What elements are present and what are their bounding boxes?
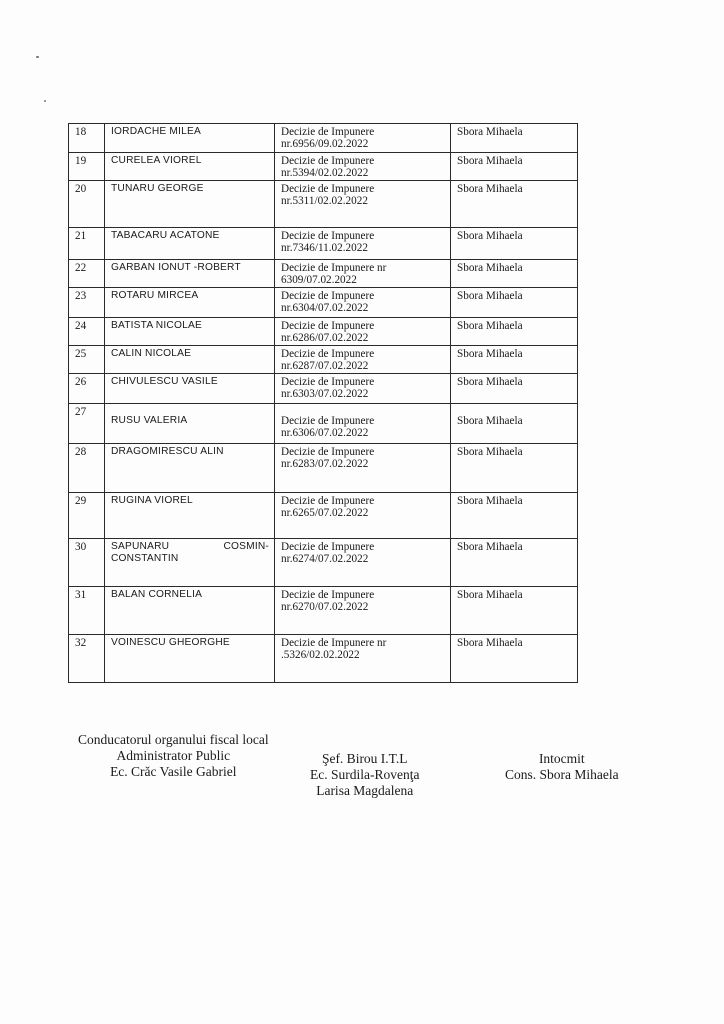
responsible-person: Sbora Mihaela (451, 181, 578, 228)
signature-line: Cons. Sbora Mihaela (505, 767, 619, 782)
taxpayer-name: CURELEA VIOREL (105, 153, 275, 181)
name-part: CONSTANTIN (111, 553, 179, 564)
responsible-person: Sbora Mihaela (451, 260, 578, 288)
decision-cell (275, 404, 451, 444)
table-row (69, 318, 578, 346)
responsible-person: Sbora Mihaela (451, 493, 578, 539)
decision-line: nr.6274/07.02.2022 (281, 553, 369, 565)
responsible-person: Sbora Mihaela (451, 318, 578, 346)
decision-line: nr.5311/02.02.2022 (281, 195, 368, 207)
table-row (69, 493, 578, 539)
row-number: 29 (69, 493, 105, 539)
decision-line: 6309/07.02.2022 (281, 274, 357, 286)
signature-line: Şef. Birou I.T.L (321, 751, 408, 766)
taxpayer-name-cell (105, 404, 275, 444)
scan-speck (36, 56, 39, 58)
table-row (69, 288, 578, 318)
taxpayer-name: CHIVULESCU VASILE (105, 374, 275, 404)
taxpayer-name-cell (105, 539, 275, 587)
decision-cell (275, 153, 451, 181)
decision-line: Decizie de Impunere (281, 320, 375, 332)
table-row (69, 404, 578, 444)
signature-line: Administrator Public (116, 748, 231, 763)
decision-line: Decizie de Impunere (281, 415, 375, 427)
decision-line: Decizie de Impunere (281, 589, 375, 601)
table-row (69, 635, 578, 683)
taxpayer-name: ROTARU MIRCEA (105, 288, 275, 318)
decision-cell (275, 374, 451, 404)
decision-cell (275, 318, 451, 346)
signature-line: Larisa Magdalena (316, 783, 414, 798)
decision-line: Decizie de Impunere nr (281, 637, 387, 649)
row-number: 23 (69, 288, 105, 318)
decision-cell (275, 181, 451, 228)
taxpayer-name: GARBAN IONUT -ROBERT (105, 260, 275, 288)
row-number: 21 (69, 228, 105, 260)
decision-line: nr.6956/09.02.2022 (281, 138, 369, 150)
decision-line: Decizie de Impunere (281, 446, 375, 458)
responsible-person: Sbora Mihaela (451, 374, 578, 404)
decision-line: Decizie de Impunere (281, 495, 375, 507)
table-row (69, 260, 578, 288)
decision-cell (275, 228, 451, 260)
decision-cell (275, 288, 451, 318)
decision-line: Decizie de Impunere (281, 290, 375, 302)
decision-line: nr.6304/07.02.2022 (281, 302, 369, 314)
row-number: 28 (69, 444, 105, 493)
row-number: 26 (69, 374, 105, 404)
row-number: 32 (69, 635, 105, 683)
signature-line: Intocmit (538, 751, 585, 766)
signature-block-middle (310, 751, 419, 799)
taxpayer-name: RUSU VALERIA (111, 415, 188, 426)
signature-block-right (505, 751, 619, 783)
table-row (69, 539, 578, 587)
responsible-person: Sbora Mihaela (451, 587, 578, 635)
decision-line: Decizie de Impunere (281, 541, 375, 553)
row-number: 24 (69, 318, 105, 346)
responsible-person: Sbora Mihaela (451, 444, 578, 493)
taxpayer-name: TUNARU GEORGE (105, 181, 275, 228)
responsible-person: Sbora Mihaela (451, 346, 578, 374)
row-number: 18 (69, 124, 105, 153)
table-row (69, 228, 578, 260)
taxpayer-name: BALAN CORNELIA (105, 587, 275, 635)
decision-line: Decizie de Impunere (281, 348, 375, 360)
decision-line: .5326/02.02.2022 (281, 649, 360, 661)
taxpayer-name: VOINESCU GHEORGHE (105, 635, 275, 683)
responsible-person: Sbora Mihaela (451, 635, 578, 683)
table-row (69, 374, 578, 404)
row-number: 20 (69, 181, 105, 228)
table-row (69, 587, 578, 635)
decision-line: Decizie de Impunere (281, 183, 375, 195)
decision-cell (275, 635, 451, 683)
table-row (69, 444, 578, 493)
responsible-person: Sbora Mihaela (451, 539, 578, 587)
taxpayer-name: IORDACHE MILEA (105, 124, 275, 153)
decision-line: Decizie de Impunere nr (281, 262, 387, 274)
signature-line: Ec. Crăc Vasile Gabriel (110, 764, 237, 779)
row-number: 27 (69, 404, 105, 444)
responsible-person: Sbora Mihaela (451, 153, 578, 181)
decision-cell (275, 444, 451, 493)
scan-speck (44, 100, 46, 102)
name-part: COSMIN- (223, 541, 269, 552)
signature-line: Ec. Surdila-Rovenţa (310, 767, 420, 782)
taxpayer-name: DRAGOMIRESCU ALIN (105, 444, 275, 493)
row-number: 19 (69, 153, 105, 181)
decision-line: nr.5394/02.02.2022 (281, 167, 369, 179)
row-number: 31 (69, 587, 105, 635)
row-number: 25 (69, 346, 105, 374)
taxpayer-name: BATISTA NICOLAE (105, 318, 275, 346)
responsible-person: Sbora Mihaela (451, 404, 578, 444)
taxpayer-name: CALIN NICOLAE (105, 346, 275, 374)
decision-line: Decizie de Impunere (281, 230, 375, 242)
decision-line: nr.6265/07.02.2022 (281, 507, 369, 519)
decision-cell (275, 587, 451, 635)
decision-line: nr.6283/07.02.2022 (281, 458, 369, 470)
taxpayer-name: TABACARU ACATONE (105, 228, 275, 260)
signature-block-left (78, 732, 269, 780)
table-row (69, 124, 578, 153)
decision-line: nr.6287/07.02.2022 (281, 360, 369, 372)
table-row (69, 153, 578, 181)
decision-cell (275, 346, 451, 374)
decision-cell (275, 539, 451, 587)
decision-line: Decizie de Impunere (281, 376, 375, 388)
decision-cell (275, 493, 451, 539)
row-number: 22 (69, 260, 105, 288)
taxpayer-name: RUGINA VIOREL (105, 493, 275, 539)
table-row (69, 181, 578, 228)
decision-cell (275, 124, 451, 153)
responsible-person: Sbora Mihaela (451, 124, 578, 153)
name-part: SAPUNARU (111, 541, 170, 552)
decision-line: Decizie de Impunere (281, 155, 375, 167)
decision-line: nr.6306/07.02.2022 (281, 427, 369, 439)
decision-cell (275, 260, 451, 288)
table-row (69, 346, 578, 374)
responsible-person: Sbora Mihaela (451, 288, 578, 318)
responsible-person: Sbora Mihaela (451, 228, 578, 260)
signature-line: Conducatorul organului fiscal local (78, 732, 269, 747)
row-number: 30 (69, 539, 105, 587)
decision-line: nr.7346/11.02.2022 (281, 242, 368, 254)
decisions-table (68, 123, 578, 683)
decision-line: nr.6286/07.02.2022 (281, 332, 369, 344)
decision-line: nr.6270/07.02.2022 (281, 601, 369, 613)
decision-line: Decizie de Impunere (281, 126, 375, 138)
decision-line: nr.6303/07.02.2022 (281, 388, 369, 400)
